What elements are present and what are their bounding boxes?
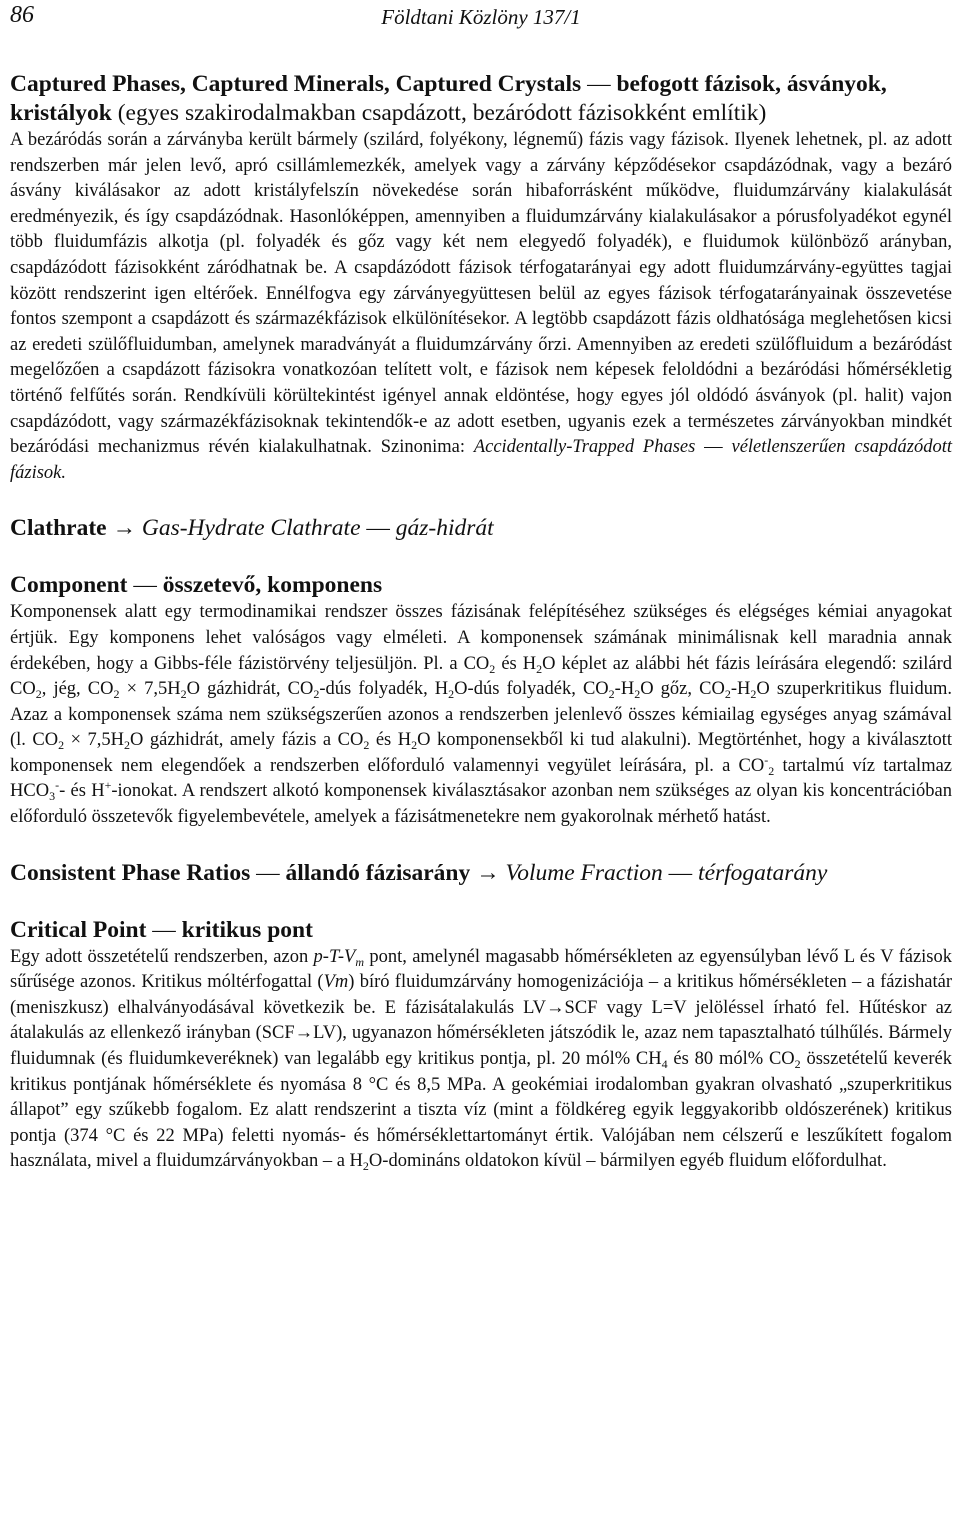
term-hungarian: állandó fázisarány — [285, 859, 471, 886]
body-text: Komponensek alatt egy termodinamikai rendszer összes fázisának felépítéséhez szükséges és elégséges kémiai anyagokat értjük. Egy komponens lehet valóságos vagy elméleti. A komponensek számának minimálisnak kell maradnia annak érdekében, hogy a Gibbs-féle fázistörvény teljesüljön. Pl. a CO — [10, 602, 952, 674]
body-text: A bezáródás során a zárványba került bármely (szilárd, folyékony, légnemű) fázis vagy fázisok. Ilyenek lehetnek, pl. az adott rendszerben már jelen levő, apró csillámlemezkék, amelyek vagy a zárvány képződésekor csapdázódnak, vagy a bezáró ásvány kiválásakor az adott kristályfelszín növekedése során hibaforrásként működve, fluidumzárvány kialakulását eredményezik, és így csapdázódnak. Hasonlóképpen, amennyiben a fluidumzárvány kialakulásakor a pórusfolyadékot egynél több fluidumfázis alkotja (pl. folyadék és gőz vagy két nem elegyedő folyadék), e fluidumok különböző arányban, csapdázódott fázisokként záródhatnak be. A csapdázódott fázisok térfogatarányai egy adott fluidumzárvány-együttes tagjai között rendszerint igen eltérőek. Ennélfogva egy zárványegyüttesen belül az egyes fázisok térfogatarányainak összevetése fontos szempont a csapdázott és származékfázisok elkülönítésekor. A legtöbb csapdázott fázis oldhatósága meglehetősen kicsi az eredeti szülőfluidumban, amelynek maradványát a fluidumzárvány őrzi. Amennyiben az eredeti szülőfluidum a bezáródást megelőzően a csapdázott fázisokra vonatkozóan telített volt, e fázisok nem képesek feloldódni a bezáródási hőmérsékletig történő felfűtés során. Rendkívüli körültekintést igényel annak eldöntése, hogy egyes jól oldódó ásványok (pl. halit) vajon csapdázódott, vagy származékfázisoknak tekintendők-e az adott esetben, ugyanis ezek a természetes zárványokban mindkét bezáródási mechanizmus révén kialakulhatnak. Szinonima: — [10, 130, 952, 458]
body-text: O gázhidrát, amely fázis a CO — [130, 730, 364, 751]
arrow-icon: → — [106, 515, 142, 542]
superscript: - — [764, 752, 769, 767]
formula: Vm — [323, 972, 349, 993]
dash: — — [360, 515, 396, 542]
body-text: O gőz, CO — [640, 679, 725, 700]
entry-body — [10, 600, 952, 830]
subscript: 2 — [608, 687, 615, 702]
running-head — [10, 0, 952, 40]
body-text: O szuperkritikus fluidum. Azaz a komponensek száma nem szükségszerűen azonos a rendszerben jelenlevő összes kémiailag egységes anyag számával (l. CO — [10, 679, 952, 751]
reference-hungarian: térfogatarány — [698, 859, 828, 886]
subscript: 2 — [363, 738, 370, 753]
body-text: O-dús folyadék, CO — [454, 679, 609, 700]
body-text: Egy adott összetételű rendszerben, azon — [10, 946, 314, 967]
entry-captured-phases — [10, 70, 952, 486]
superscript: + — [104, 778, 112, 793]
dash: — — [695, 437, 732, 458]
arrow-icon: → — [470, 859, 506, 886]
subscript: m — [355, 954, 365, 969]
body-text: -H — [730, 679, 751, 700]
body-text: - — [59, 781, 66, 802]
subscript: 2 — [124, 738, 131, 753]
subscript: 2 — [536, 661, 543, 676]
body-text: és H — [65, 781, 105, 802]
body-text: -H — [614, 679, 635, 700]
body-text: , jég, CO — [41, 679, 114, 700]
entry-body — [10, 128, 952, 486]
term-english: Captured Phases, Captured Minerals, Captured Crystals — [10, 71, 582, 97]
body-text: pont, amelynél magasabb hőmérsékleten az egyensúlyban lévő L és V fázisok sűrűsége azonos. Kritikus móltérfogattal ( — [10, 946, 952, 993]
body-text: összetételű keverék kritikus pontjának hőmérséklete és nyomása 8 °C és 8,5 MPa. A geokémiai irodalomban gyakran olvasható „szuperkritikus állapot” egy szűkebb fogalom. Ez alatt rendszerint a tiszta víz (mint a földkéreg egyik leggyakoribb oldószerének) kritikus pontja (374 °C és 22 MPa) feletti nyomás- és hőmérséklettartományt értik. Valójában nem célszerű e leszűkített fogalom használata, mivel a fluidumzárványokban – a H — [10, 1049, 952, 1172]
body-text: O komponensekből ki tud alakulni). Megtörténhet, hogy a kiválasztott komponensek nem elegendőek a rendszerben előforduló valamennyi vegyület leírására, pl. a CO — [10, 730, 952, 776]
entry-critical-point — [10, 916, 952, 1175]
entry-consistent-phase-ratios — [10, 859, 952, 888]
subscript: 4 — [661, 1057, 668, 1072]
body-text: tartalmú víz tartalmaz HCO — [10, 755, 953, 802]
reference-english: Gas-Hydrate Clathrate — [141, 515, 361, 542]
entry-component — [10, 571, 952, 830]
body-text: -dús folyadék, H — [319, 679, 449, 700]
page-number: 86 — [10, 2, 34, 28]
subscript: 2 — [313, 687, 320, 702]
entry-body — [10, 945, 952, 1175]
body-text: O képlet az alábbi hét fázis leírására elegendő: szilárd CO — [10, 653, 952, 700]
subscript: 2 — [362, 1159, 369, 1174]
dash: — — [662, 859, 699, 886]
term-english: Component — [10, 572, 128, 599]
dash: — — [146, 916, 182, 943]
body-text: és H — [495, 653, 537, 674]
subscript: 2 — [35, 687, 42, 702]
dash: — — [127, 572, 163, 599]
body-text: -ionokat. A rendszert alkotó komponensek kiválasztásakor azonban nem szükséges az olyan kis koncentrációban előforduló összetevők figyelembevétele, amelyek a fázisátmenetekre nem gyakorolnak mérhető hatást. — [10, 781, 952, 828]
term-hungarian: befogott fázisok, ásványok, kristályok — [10, 71, 887, 126]
entry-title — [10, 571, 952, 600]
subscript: 2 — [411, 738, 418, 753]
entry-title — [10, 514, 952, 543]
subscript: 2 — [794, 1057, 801, 1072]
subscript: 2 — [750, 687, 757, 702]
formula: p-T-V — [313, 946, 356, 967]
term-english: Clathrate — [10, 515, 107, 542]
term-english: Consistent Phase Ratios — [10, 859, 251, 886]
body-text: × 7,5H — [119, 679, 181, 700]
subscript: 2 — [634, 687, 641, 702]
body-text: × 7,5H — [64, 730, 125, 751]
subscript: 2 — [180, 687, 187, 702]
dash: — — [581, 71, 617, 97]
subscript: 2 — [113, 687, 120, 702]
reference-english: Volume Fraction — [505, 859, 663, 886]
term-english: Critical Point — [10, 916, 147, 943]
dash: — — [250, 859, 286, 886]
body-text: és 80 mól% CO — [667, 1049, 795, 1070]
subscript: 2 — [58, 738, 65, 753]
subscript: 2 — [448, 687, 455, 702]
entry-title — [10, 916, 952, 945]
term-note: (egyes szakirodalmakban csapdázott, bezáródott fázisokként említik) — [111, 100, 767, 126]
subscript: 2 — [768, 763, 775, 778]
body-text: O gázhidrát, CO — [186, 679, 314, 700]
synonym-english: Accidentally-Trapped Phases — [473, 437, 696, 458]
entry-clathrate — [10, 514, 952, 543]
subscript: 2 — [724, 687, 731, 702]
subscript: 3 — [49, 789, 56, 804]
synonym-hungarian: véletlenszerűen csapdázódott fázisok. — [10, 437, 952, 483]
term-hungarian: kritikus pont — [181, 916, 313, 943]
term-hungarian: összetevő, komponens — [162, 572, 383, 599]
entry-title — [10, 859, 952, 888]
body-text: és H — [369, 730, 412, 751]
superscript: - — [55, 778, 60, 793]
body-text: ) bíró fluidumzárvány homogenizációja – a kritikus hőmérsékleten – a fázishatár (meniszkusz) elhalványodásával következik be. E fázisátalakulás LV→SCF vagy L=V jelöléssel írható fel. Hűtéskor az átalakulás az ellenkező irányban (SCF→LV), ugyanazon hőmérsékleten játszódik le, azaz nem tapasztalható túlhűlés. Bármely fluidumnak (és fluidumkeveréknek) van legalább egy kritikus pontja, pl. 20 mól% CH — [10, 972, 952, 1070]
reference-hungarian: gáz-hidrát — [395, 515, 494, 542]
journal-title: Földtani Közlöny 137/1 — [381, 5, 581, 29]
subscript: 2 — [489, 661, 496, 676]
body-text: O-domináns oldatokon kívül – bármilyen egyéb fluidum előfordulhat. — [368, 1151, 887, 1172]
entry-title — [10, 70, 952, 128]
